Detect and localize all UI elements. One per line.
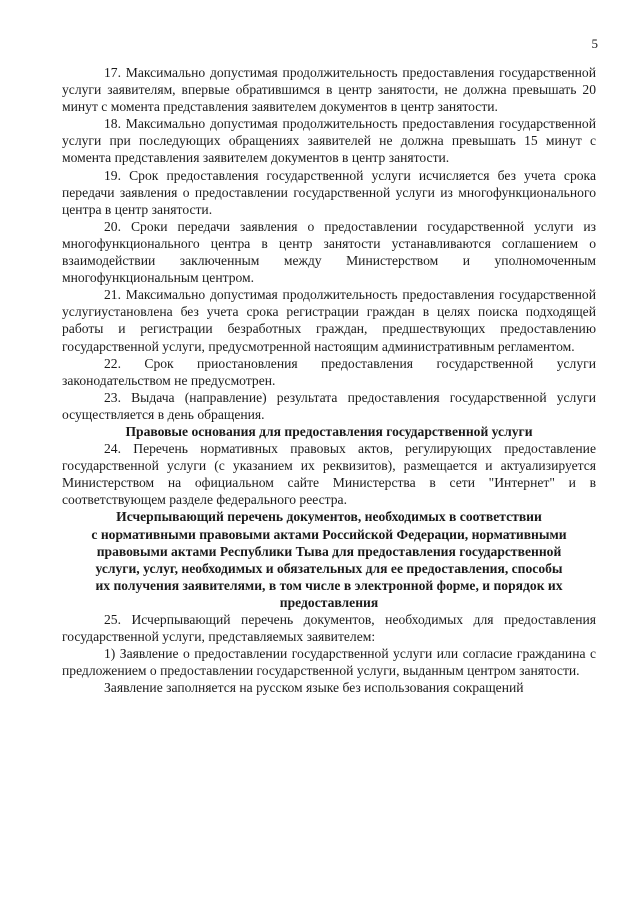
heading-line: с нормативными правовыми актами Российской Федерации, нормативными (91, 526, 567, 542)
document-body (62, 64, 596, 696)
paragraph-21: 21. Максимально допустимая продолжительность предоставления государственной услугиустановлена без учета срока регистрации граждан в целях поиска подходящей работы и регистрации безработных граждан, предшествующих предоставлению государственной услуги, предусмотренной настоящим административным регламентом. (62, 287, 596, 354)
heading-legal-basis: Правовые основания для предоставления государственной услуги (125, 423, 533, 439)
paragraph-application-note: Заявление заполняется на русском языке без использования сокращений (104, 680, 524, 696)
heading-line: правовыми актами Республики Тыва для предоставления государственной (96, 543, 562, 559)
heading-line: их получения заявителями, в том числе в электронной форме, и порядок их (95, 577, 563, 593)
heading-line: Исчерпывающий перечень документов, необходимых в соответствии (116, 509, 542, 525)
heading-line: услуги, услуг, необходимых и обязательных для ее предоставления, способы (95, 560, 563, 576)
paragraph-17: 17. Максимально допустимая продолжительность предоставления государственной услуги заявителям, впервые обратившимся в центр занятости, не должна превышать 20 минут с момента представления заявителем документов в центр занятости. (62, 65, 596, 115)
paragraph-22: 22. Срок приостановления предоставления государственной услуги законодательством не предусмотрен. (62, 355, 596, 388)
heading-documents-list (62, 508, 596, 611)
page-number: 5 (591, 36, 598, 51)
paragraph-18: 18. Максимально допустимая продолжительность предоставления государственной услуги при последующих обращениях заявителей не должна превышать 15 минут с момента представления заявителем документов в центр занятости. (62, 116, 596, 166)
paragraph-25: 25. Исчерпывающий перечень документов, необходимых для предоставления государственной услуги, представляемых заявителем: (62, 612, 596, 645)
paragraph-25-item-1: 1) Заявление о предоставлении государственной услуги или согласие гражданина с предложением о предоставлении государственной услуги, выданным центром занятости. (62, 646, 596, 679)
paragraph-24: 24. Перечень нормативных правовых актов, регулирующих предоставление государственной услуги (с указанием их реквизитов), размещается и актуализируется Министерством на официальном сайте Министерства в сети "Интернет" и в соответствующем разделе федерального реестра. (62, 441, 596, 508)
paragraph-19: 19. Срок предоставления государственной услуги исчисляется без учета срока передачи заявления о предоставлении государственной услуги из многофункционального центра в центр занятости. (62, 167, 596, 217)
heading-line: предоставления (279, 594, 379, 610)
paragraph-20: 20. Сроки передачи заявления о предоставлении государственной услуги из многофункционального центра в центр занятости устанавливаются соглашением о взаимодействии заключенным между Министерством и уполномоченным многофункциональным центром. (62, 218, 596, 286)
paragraph-23: 23. Выдача (направление) результата предоставления государственной услуги осуществляется в день обращения. (62, 389, 596, 422)
